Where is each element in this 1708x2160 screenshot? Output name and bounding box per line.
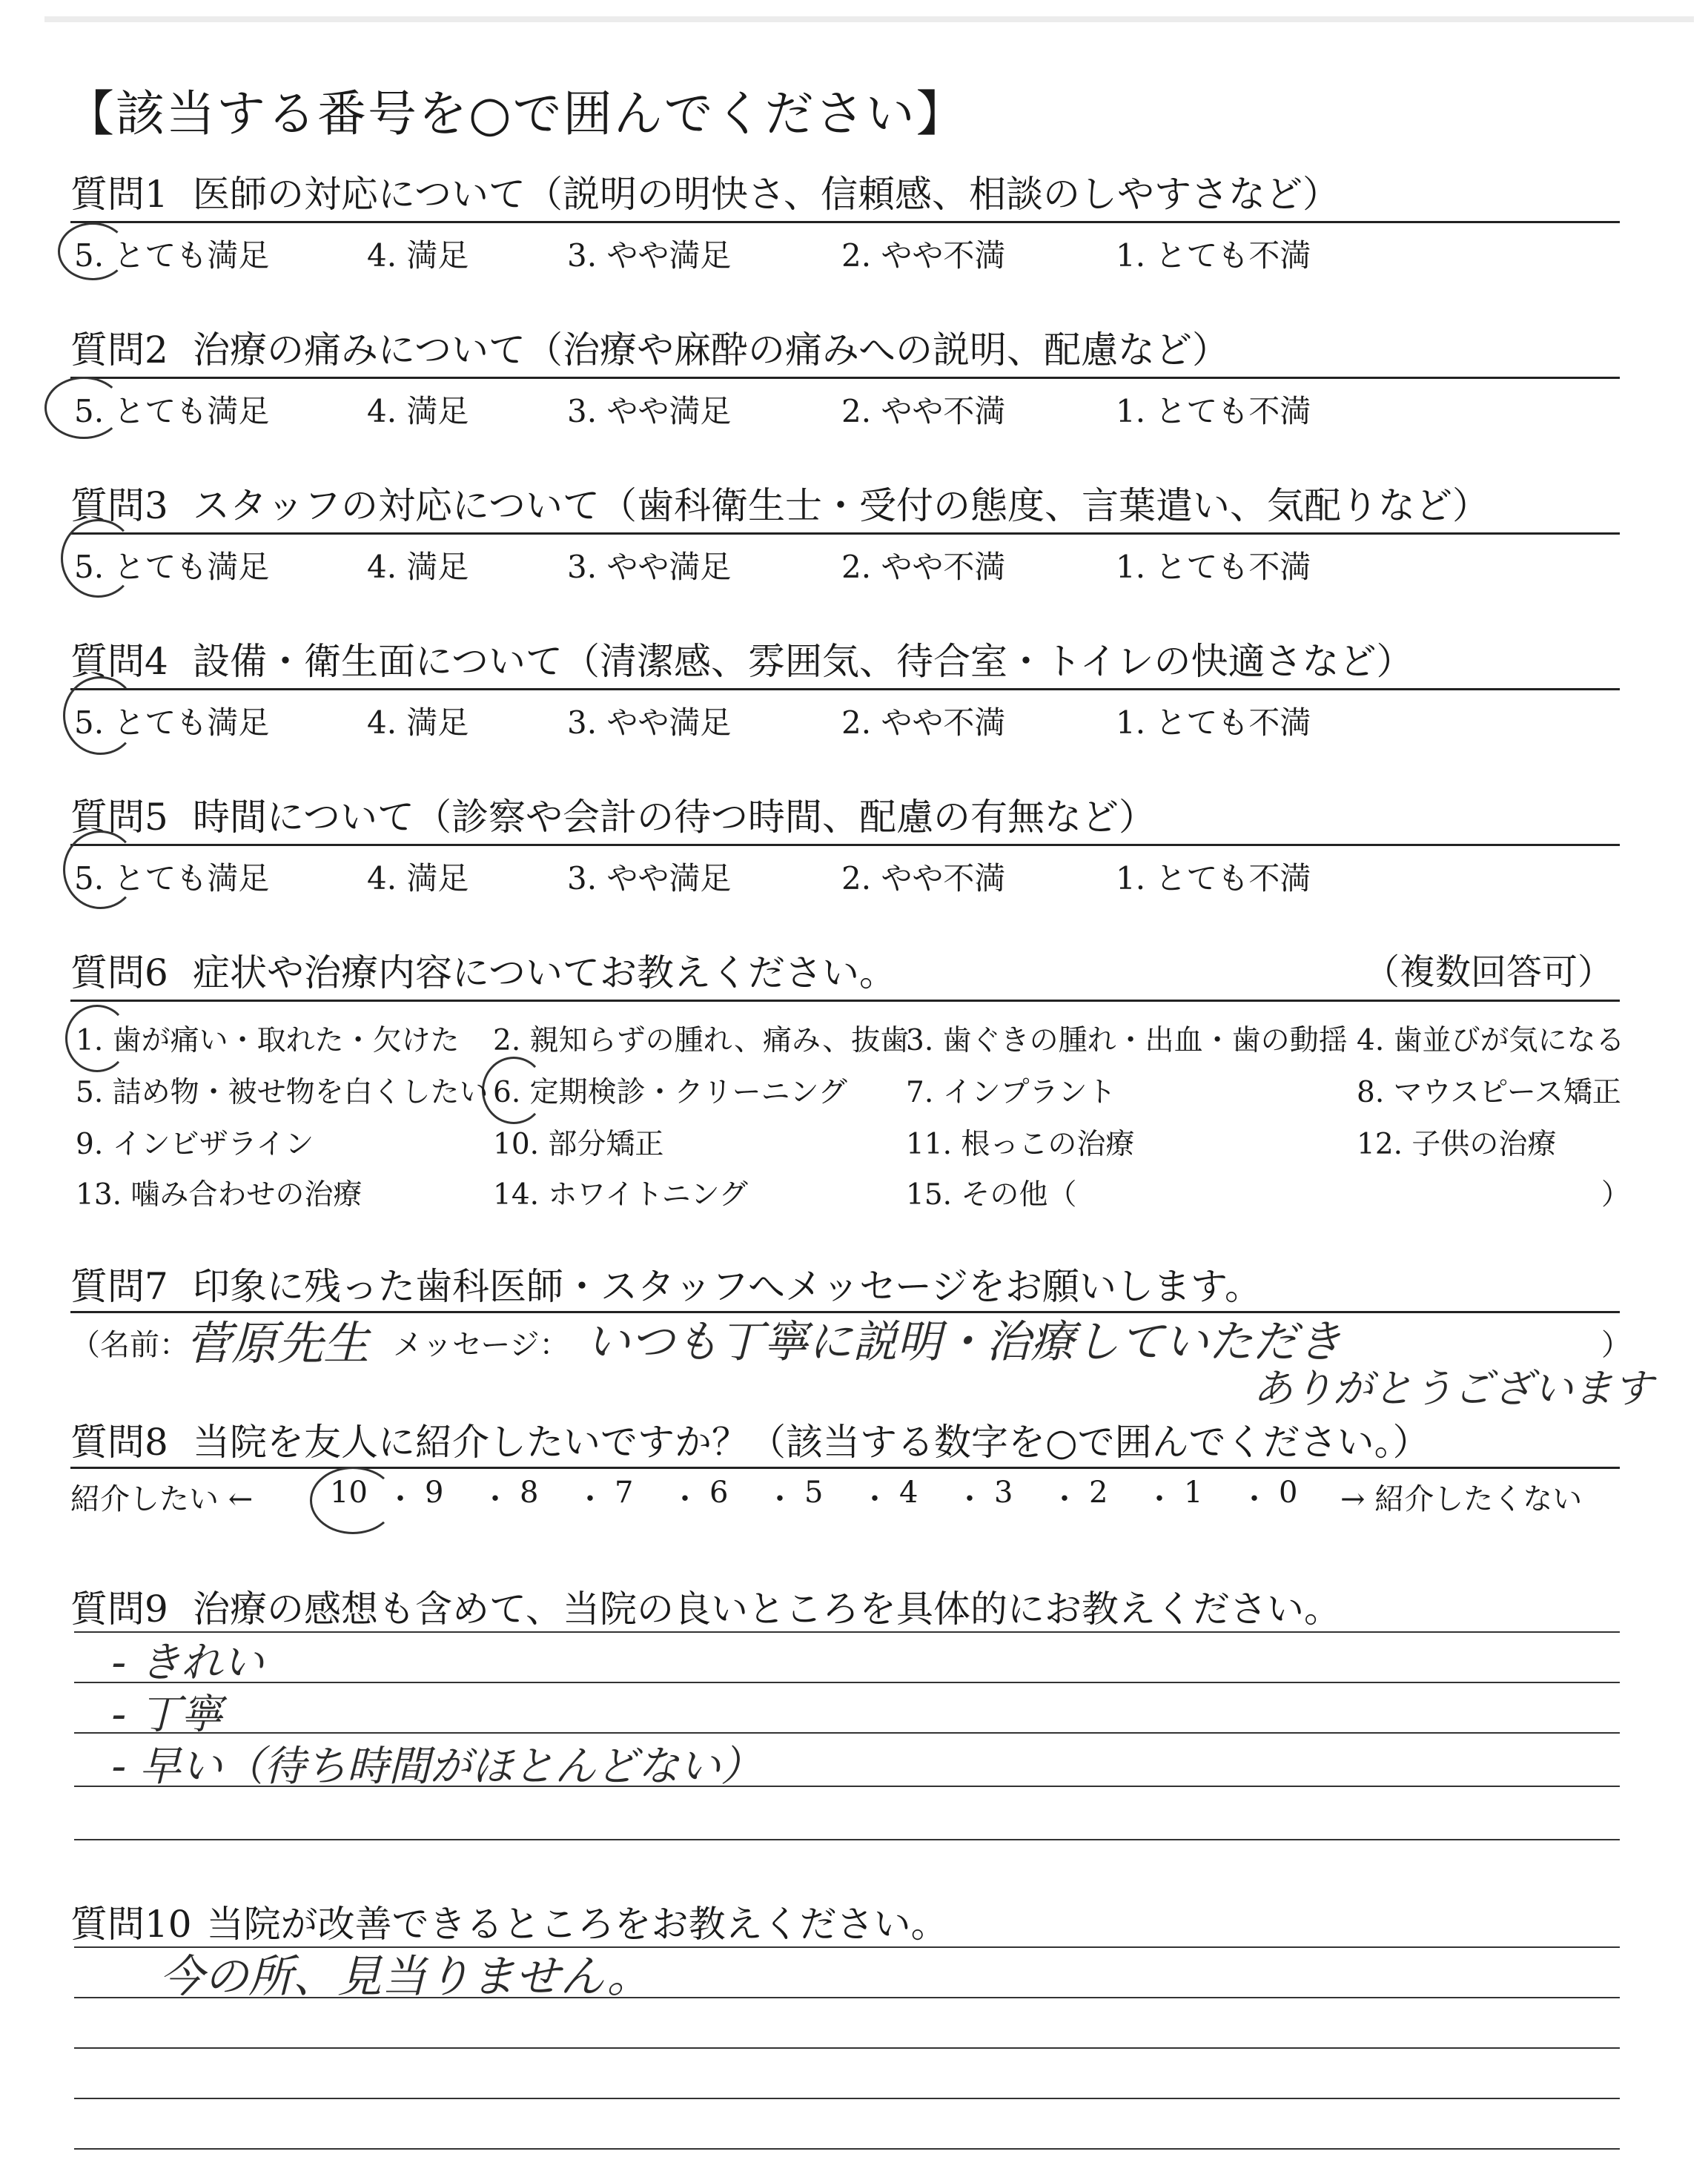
answer-line-3[interactable]: - 早い（待ち時間がほとんどない） [111,1743,763,1791]
option-1[interactable]: 1. とても不満 [1116,393,1311,429]
divider [70,377,1620,379]
message-label: メッセージ： [393,1328,569,1362]
symptom-10[interactable]: 10. 部分矯正 [493,1128,664,1161]
scale-value-8[interactable]: 8 [520,1476,539,1510]
option-3[interactable]: 3. やや満足 [567,860,732,896]
question-number: 質問5 [70,796,168,839]
writing-line [74,2047,1620,2049]
divider [70,1467,1620,1469]
message-line-2[interactable]: ありがとうございます [1253,1365,1653,1412]
question-number: 質問6 [70,951,168,994]
question-text: スタッフの対応について（歯科衛生士・受付の態度、言葉遣い、気配りなど） [193,484,1489,527]
symptom-9[interactable]: 9. インビザライン [76,1128,314,1161]
symptom-4[interactable]: 4. 歯並びが気になる [1357,1024,1625,1057]
symptom-1[interactable]: 1. 歯が痛い・取れた・欠けた [76,1024,460,1057]
divider [70,1000,1620,1002]
answer-line-2[interactable]: - 丁寧 [111,1691,223,1739]
option-3[interactable]: 3. やや満足 [567,704,732,741]
option-5[interactable]: 5. とても満足 [74,704,270,741]
scale-separator: ・ [955,1482,984,1516]
message-line-1[interactable]: いつも丁寧に説明・治療していただき [586,1316,1342,1368]
option-1[interactable]: 1. とても不満 [1116,237,1311,274]
option-4[interactable]: 4. 満足 [367,704,469,741]
question-text: 当院が改善できるところをお教えください。 [206,1903,948,1946]
option-5[interactable]: 5. とても満足 [74,549,270,585]
writing-line [74,1839,1620,1840]
option-2[interactable]: 2. やや不満 [841,860,1006,896]
name-value[interactable]: 菅原先生 [185,1316,370,1370]
scale-value-6[interactable]: 6 [709,1476,729,1510]
scale-separator: ・ [1050,1482,1079,1516]
writing-line [74,2148,1620,2150]
question-number: 質問3 [70,484,168,527]
symptom-12[interactable]: 12. 子供の治療 [1357,1128,1557,1161]
option-5[interactable]: 5. とても満足 [74,860,270,896]
option-4[interactable]: 4. 満足 [367,393,469,429]
scale-separator: ・ [670,1482,700,1516]
question-number: 質問10 [70,1903,192,1946]
divider [70,688,1620,690]
scale-value-7[interactable]: 7 [615,1476,634,1510]
question-number: 質問8 [70,1421,168,1464]
question-text: 治療の痛みについて（治療や麻酔の痛みへの説明、配慮など） [193,328,1229,371]
question-number: 質問9 [70,1588,168,1631]
message-close-paren: ） [1601,1328,1631,1362]
question-number: 質問4 [70,640,168,683]
question-number: 質問1 [70,173,168,216]
symptom-8[interactable]: 8. マウスピース矯正 [1357,1076,1621,1109]
scale-separator: ・ [860,1482,890,1516]
question-text: 症状や治療内容についてお教えください。 [193,951,896,994]
scan-top-edge [44,16,1694,22]
scale-value-4[interactable]: 4 [899,1476,918,1510]
question-number: 質問2 [70,328,168,371]
question-text: 時間について（診察や会計の待つ時間、配慮の有無など） [193,796,1156,839]
scale-value-10[interactable]: 10 [330,1476,368,1510]
scale-value-2[interactable]: 2 [1089,1476,1108,1510]
option-2[interactable]: 2. やや不満 [841,393,1006,429]
question-text: 医師の対応について（説明の明快さ、信頼感、相談のしやすさなど） [193,173,1340,216]
other-close-paren: ） [1601,1178,1631,1212]
option-3[interactable]: 3. やや満足 [567,393,732,429]
symptom-13[interactable]: 13. 噛み合わせの治療 [76,1178,363,1212]
option-3[interactable]: 3. やや満足 [567,237,732,274]
option-4[interactable]: 4. 満足 [367,860,469,896]
name-label: （名前： [70,1328,189,1362]
scale-value-9[interactable]: 9 [425,1476,444,1510]
option-5[interactable]: 5. とても満足 [74,237,270,274]
option-2[interactable]: 2. やや不満 [841,237,1006,274]
writing-line [74,2098,1620,2099]
writing-line [74,1682,1620,1683]
answer-line-1[interactable]: - きれい [111,1639,265,1687]
option-3[interactable]: 3. やや満足 [567,549,732,585]
scale-separator: ・ [480,1482,510,1516]
scale-separator: ・ [385,1482,415,1516]
question-text: 当院を友人に紹介したいですか？（該当する数字を○で囲んでください。） [193,1421,1430,1464]
symptom-15[interactable]: 15. その他（ [906,1178,1077,1212]
scale-value-5[interactable]: 5 [804,1476,824,1510]
recommend-left-label: 紹介したい ← [70,1482,254,1516]
symptom-3[interactable]: 3. 歯ぐきの腫れ・出血・歯の動揺 [906,1024,1348,1057]
divider [70,532,1620,535]
divider [70,844,1620,846]
scale-value-1[interactable]: 1 [1184,1476,1203,1510]
question-text: 印象に残った歯科医師・スタッフへメッセージをお願いします。 [193,1265,1262,1308]
page-title: 【該当する番号を○で囲んでください】 [65,85,967,142]
scale-value-0[interactable]: 0 [1279,1476,1298,1510]
option-5[interactable]: 5. とても満足 [74,393,270,429]
option-2[interactable]: 2. やや不満 [841,549,1006,585]
improvement-answer[interactable]: 今の所、見当りません。 [159,1951,652,2003]
question-number: 質問7 [70,1265,168,1308]
scale-value-3[interactable]: 3 [994,1476,1013,1510]
symptom-11[interactable]: 11. 根っこの治療 [906,1128,1135,1161]
option-1[interactable]: 1. とても不満 [1116,860,1311,896]
scale-separator: ・ [765,1482,795,1516]
symptom-2[interactable]: 2. 親知らずの腫れ、痛み、抜歯 [493,1024,910,1057]
symptom-7[interactable]: 7. インプラント [906,1076,1116,1109]
option-4[interactable]: 4. 満足 [367,549,469,585]
symptom-6[interactable]: 6. 定期検診・クリーニング [493,1076,847,1109]
divider [70,221,1620,223]
option-1[interactable]: 1. とても不満 [1116,704,1311,741]
scale-separator: ・ [1239,1482,1269,1516]
question-text: 設備・衛生面について（清潔感、雰囲気、待合室・トイレの快適さなど） [193,640,1414,683]
multiple-answers-note: （複数回答可） [1364,951,1614,993]
question-text: 治療の感想も含めて、当院の良いところを具体的にお教えください。 [193,1588,1341,1631]
scale-separator: ・ [575,1482,605,1516]
recommend-right-label: → 紹介したくない [1340,1482,1583,1516]
option-1[interactable]: 1. とても不満 [1116,549,1311,585]
symptom-14[interactable]: 14. ホワイトニング [493,1178,748,1212]
option-2[interactable]: 2. やや不満 [841,704,1006,741]
scale-separator: ・ [1145,1482,1174,1516]
writing-line [74,1631,1620,1633]
option-4[interactable]: 4. 満足 [367,237,469,274]
symptom-5[interactable]: 5. 詰め物・被せ物を白くしたい [76,1076,489,1109]
